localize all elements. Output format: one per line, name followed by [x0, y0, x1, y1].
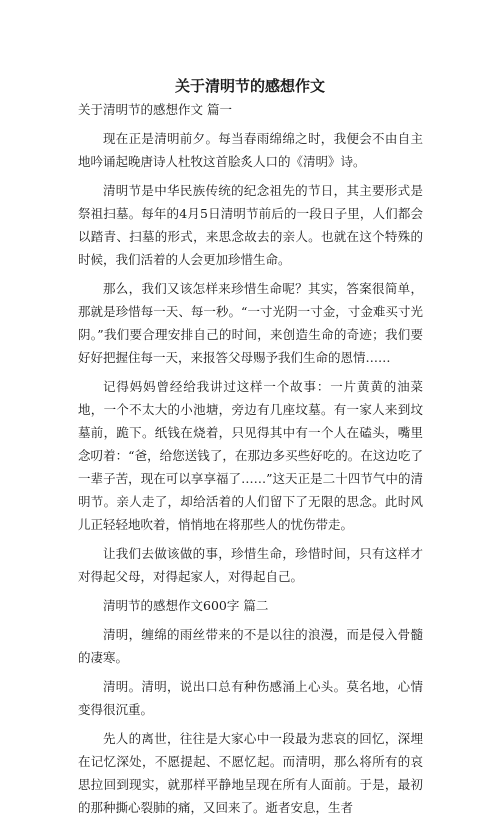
document-title: 关于清明节的感想作文	[174, 77, 325, 95]
paragraph: 清明。清明，说出口总有种伤感涌上心头。莫名地，心情变得很沉重。	[78, 679, 423, 717]
paragraph: 让我们去做该做的事，珍惜生命，珍惜时间，只有这样才对得起父母，对得起家人，对得起自己。	[78, 546, 423, 584]
section-heading: 关于清明节的感想作文 篇一	[78, 102, 232, 117]
paragraph: 清明节是中华民族传统的纪念祖先的节日，其主要形式是祭祖扫墓。每年的4月5日清明节前后的一段日子里，人们都会以踏青、扫墓的形式，来思念故去的亲人。也就在这个特殊的时候，我们活着的人会更加珍惜生命。	[78, 183, 423, 267]
paragraph: 清明，缠绵的雨丝带来的不是以往的浪漫，而是侵入骨髓的凄寒。	[78, 627, 423, 665]
document-body	[78, 98, 423, 825]
paragraph: 记得妈妈曾经给我讲过这样一个故事：一片黄黄的油菜地，一个不太大的小池塘，旁边有几座坟墓。有一家人来到坟墓前，跪下。纸钱在烧着，只见得其中有一个人在磕头，嘴里念叨着：“爸，给您送钱了，在那边多买些好吃的。在这边吃了一辈子苦，现在可以享享福了……”这天正是二十四节气中的清明节。亲人走了，却给活着的人们留下了无限的思念。此时风儿正轻轻地吹着，悄悄地在将那些人的忧伤带走。	[78, 379, 423, 532]
paragraph: 那么，我们又该怎样来珍惜生命呢？其实，答案很简单，那就是珍惜每一天、每一秒。“一寸光阴一寸金，寸金难买寸光阴。”我们要合理安排自己的时间，来创造生命的奇迹；我们要好好把握住每一天，来报答父母赐予我们生命的恩情……	[78, 281, 423, 365]
section-heading: 清明节的感想作文600字 篇二	[103, 598, 269, 613]
paragraph: 先人的离世，往往是大家心中一段最为悲哀的回忆，深埋在记忆深处，不愿提起、不愿忆起。而清明，那么将所有的哀思拉回到现实，就那样平静地呈现在所有人面前。于是，最初的那种撕心裂肺的痛，又回来了。逝者安息，生者	[78, 731, 423, 815]
paragraph: 现在正是清明前夕。每当春雨绵绵之时，我便会不由自主地吟诵起晚唐诗人杜牧这首脍炙人口的《清明》诗。	[78, 131, 423, 169]
